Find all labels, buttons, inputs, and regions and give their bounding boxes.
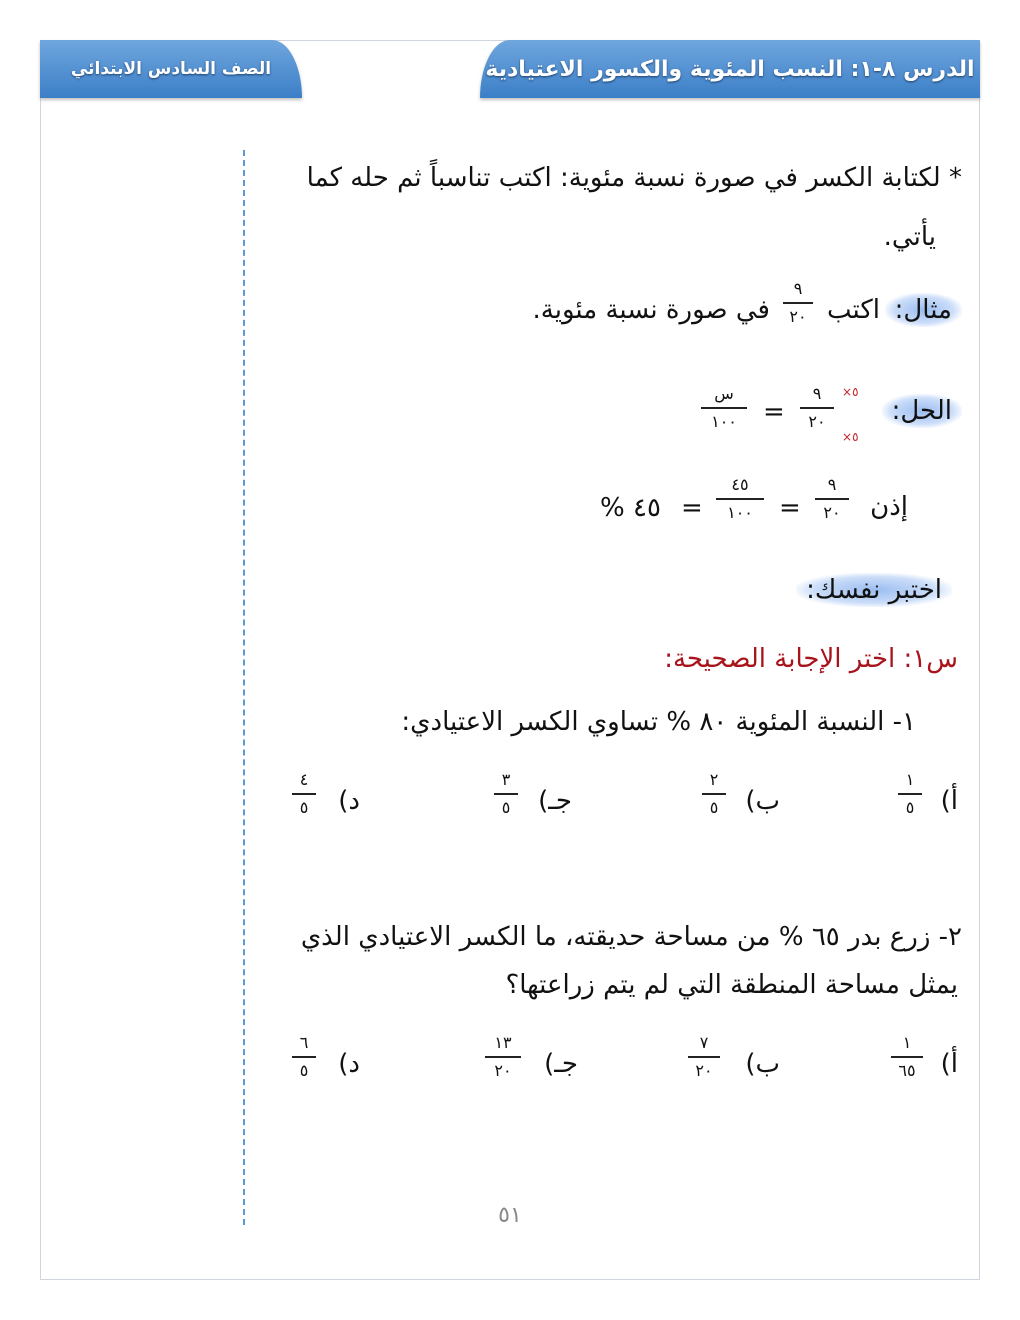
grade-banner	[40, 40, 302, 98]
q2-option-c-fraction: ١٣ ٢٠	[485, 1033, 521, 1081]
test-heading: اختبر نفسك:	[796, 575, 952, 605]
fraction-numerator: ٩	[793, 279, 803, 298]
q2-option-d-fraction: ٦ ٥	[292, 1033, 316, 1081]
q1-option-a-fraction: ١ ٥	[898, 770, 922, 818]
intro-line-1: * لكتابة الكسر في صورة نسبة مئوية: اكتب تناسباً ثم حله كما	[306, 163, 962, 193]
q1-option-c-label: جـ)	[538, 786, 572, 816]
q1-option-b-label: ب)	[745, 786, 780, 816]
margin-divider	[243, 150, 245, 1225]
question-label: س١: اختر الإجابة الصحيحة:	[664, 644, 958, 674]
q2-option-d-label: د)	[338, 1049, 360, 1079]
example-text-before: اكتب	[827, 295, 880, 325]
lesson-title: الدرس ٨-١: النسب المئوية والكسور الاعتيادية	[485, 56, 975, 82]
q2-option-c-label: جـ)	[544, 1049, 578, 1079]
solution-left-fraction: ٩ ٢٠	[800, 384, 834, 432]
equals-sign: =	[779, 493, 801, 523]
q2-option-a-fraction: ١ ٦٥	[891, 1033, 923, 1081]
multiplier-bottom: ×٥	[842, 430, 859, 444]
q2-option-b-fraction: ٧ ٢٠	[688, 1033, 720, 1081]
lesson-title-banner	[480, 40, 980, 98]
solution-label: الحل:	[882, 396, 962, 426]
then-fraction-1: ٩ ٢٠	[815, 475, 849, 523]
q1-text: ١- النسبة المئوية ٨٠ % تساوي الكسر الاعتيادي:	[401, 707, 916, 737]
example-label: مثال:	[885, 295, 962, 325]
solution-right-fraction: س ١٠٠	[701, 384, 747, 432]
q2-text-line-1: ٢- زرع بدر ٦٥ % من مساحة حديقته، ما الكسر الاعتيادي الذي	[300, 922, 962, 952]
q1-option-d-label: د)	[338, 786, 360, 816]
fraction-denominator: ٢٠	[789, 307, 807, 326]
multiplier-top: ×٥	[842, 385, 859, 399]
q1-option-a-label: أ)	[940, 786, 958, 816]
intro-line-2: يأتي.	[883, 222, 936, 252]
grade-label: الصف السادس الابتدائي	[70, 59, 272, 79]
q2-option-b-label: ب)	[745, 1049, 780, 1079]
example-text-after: في صورة نسبة مئوية.	[532, 295, 770, 325]
page-number: ٥١	[498, 1203, 522, 1228]
q2-text-line-2: يمثل مساحة المنطقة التي لم يتم زراعتها؟	[505, 970, 958, 1000]
q1-option-c-fraction: ٣ ٥	[494, 770, 518, 818]
then-fraction-2: ٤٥ ١٠٠	[716, 475, 764, 523]
q2-option-a-label: أ)	[940, 1049, 958, 1079]
q1-option-b-fraction: ٢ ٥	[702, 770, 726, 818]
result-percent: ٤٥ %	[600, 493, 661, 523]
equals-sign: =	[763, 397, 785, 427]
q1-option-d-fraction: ٤ ٥	[292, 770, 316, 818]
equals-sign: =	[681, 493, 703, 523]
example-fraction	[783, 279, 813, 327]
then-label: إذن	[870, 492, 908, 522]
